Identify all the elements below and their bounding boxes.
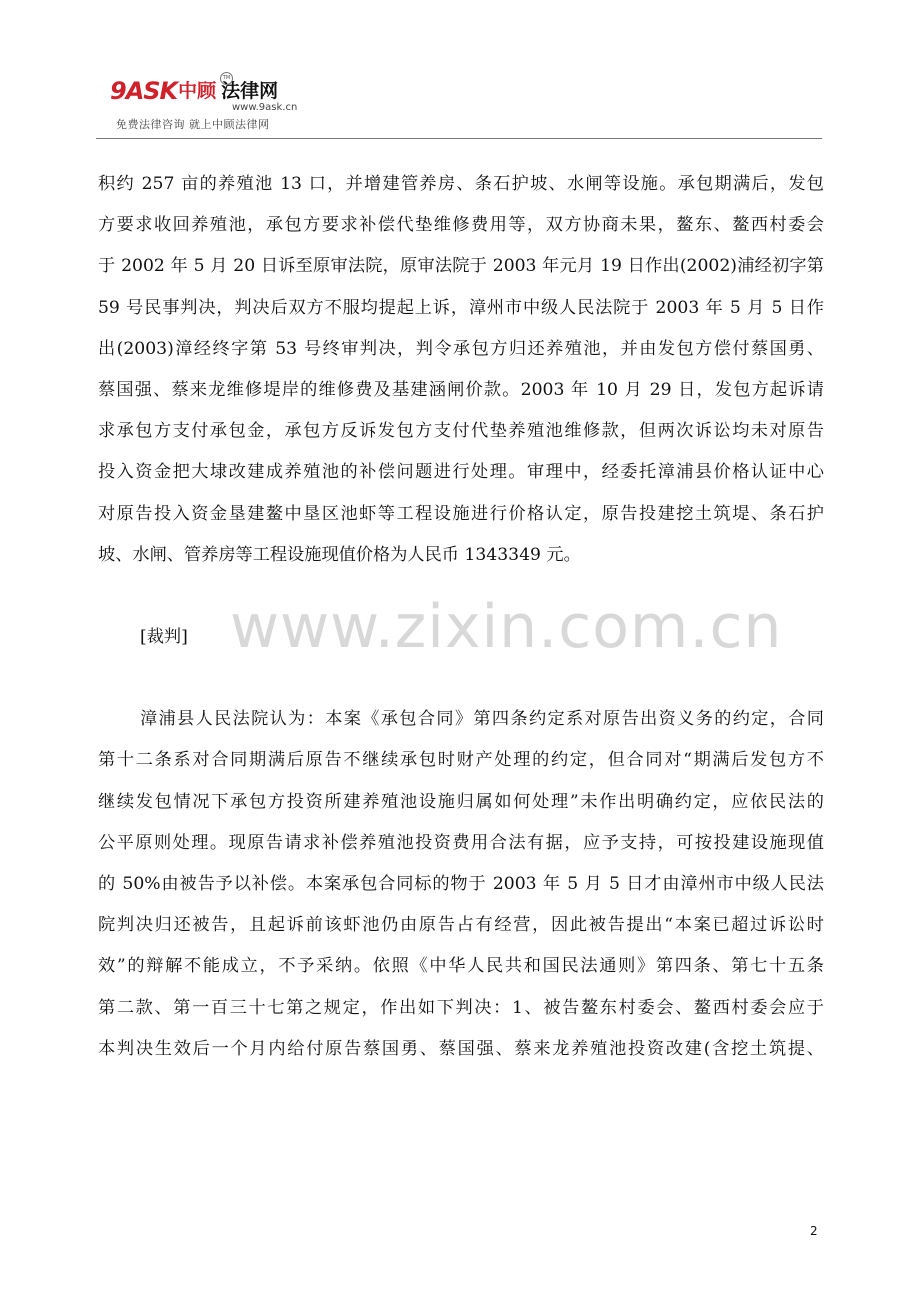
trademark-icon: TM: [220, 72, 233, 85]
body-line: 漳浦县人民法院认为：本案《承包合同》第四条约定系对原告出资义务的约定，合同: [140, 709, 824, 730]
body-line: 继续发包情况下承包方投资所建养殖池设施归属如何处理”未作出明确约定，应依民法的: [98, 791, 824, 812]
body-line: 本判决生效后一个月内给付原告蔡国勇、蔡国强、蔡来龙养殖池投资改建(含挖土筑提、: [98, 1038, 824, 1059]
logo-wordmark: [110, 74, 310, 104]
logo-brand: 9ASK: [110, 77, 178, 105]
section-heading: [裁判]: [140, 627, 188, 648]
body-line: 积约 257 亩的养殖池 13 口，并增建管养房、条石护坡、水闸等设施。承包期满后，发包: [98, 174, 824, 194]
page-number: 2: [810, 1224, 818, 1238]
body-line: 公平原则处理。现原告请求补偿养殖池投资费用合法有据，应予支持，可按投建设施现值: [98, 832, 824, 853]
logo-slogan: 免费法律咨询 就上中顾法律网: [116, 118, 270, 131]
body-line: 第二款、第一百三十七第之规定，作出如下判决：1、被告鳌东村委会、鳌西村委会应于: [98, 997, 824, 1018]
header-rule: [96, 138, 822, 139]
body-line: 出(2003)漳经终字第 53 号终审判决，判令承包方归还养殖池，并由发包方偿付蔡国勇、: [98, 338, 824, 359]
body-line: 对原告投入资金垦建鳌中垦区池虾等工程设施进行价格认定，原告投建挖土筑堤、条石护: [98, 503, 824, 524]
document-body: [98, 164, 824, 1070]
watermark: www.zixin.com.cn: [230, 592, 783, 662]
body-line: 效”的辩解不能成立，不予采纳。依照《中华人民共和国民法通则》第四条、第七十五条: [98, 956, 824, 977]
body-line: 蔡国强、蔡来龙维修堤岸的维修费及基建涵闸价款。2003 年 10 月 29 日，发包方起诉请: [98, 380, 824, 401]
body-line: 坡、水闸、管养房等工程设施现值价格为人民币 1343349 元。: [98, 544, 581, 565]
body-line: 59 号民事判决，判决后双方不服均提起上诉，漳州市中级人民法院于 2003 年 5 月 5 日作: [98, 297, 824, 318]
body-line: 的 50%由被告予以补偿。本案承包合同标的物于 2003 年 5 月 5 日才由漳州市中级人民法: [98, 874, 824, 895]
site-logo: [110, 74, 310, 132]
body-line: 于 2002 年 5 月 20 日诉至原审法院，原审法院于 2003 年元月 19 日作出(2002)浦经初字第: [98, 256, 824, 277]
body-line: 院判决归还被告，且起诉前该虾池仍由原告占有经营，因此被告提出“本案已超过诉讼时: [98, 915, 824, 936]
body-line: 方要求收回养殖池，承包方要求补偿代垫维修费用等，双方协商未果，鳌东、鳌西村委会: [98, 215, 824, 236]
logo-url: www.9ask.cn: [232, 102, 298, 113]
body-line: 第十二条系对合同期满后原告不继续承包时财产处理的约定，但合同对“期满后发包方不: [98, 750, 824, 771]
logo-brand-cn2: 法律网: [221, 80, 279, 102]
body-line: 投入资金把大埭改建成养殖池的补偿问题进行处理。审理中，经委托漳浦县价格认证中心: [98, 462, 824, 483]
logo-brand-cn1: 中顾: [178, 80, 217, 102]
body-line: 求承包方支付承包金，承包方反诉发包方支付代垫养殖池维修款，但两次诉讼均未对原告: [98, 421, 824, 442]
